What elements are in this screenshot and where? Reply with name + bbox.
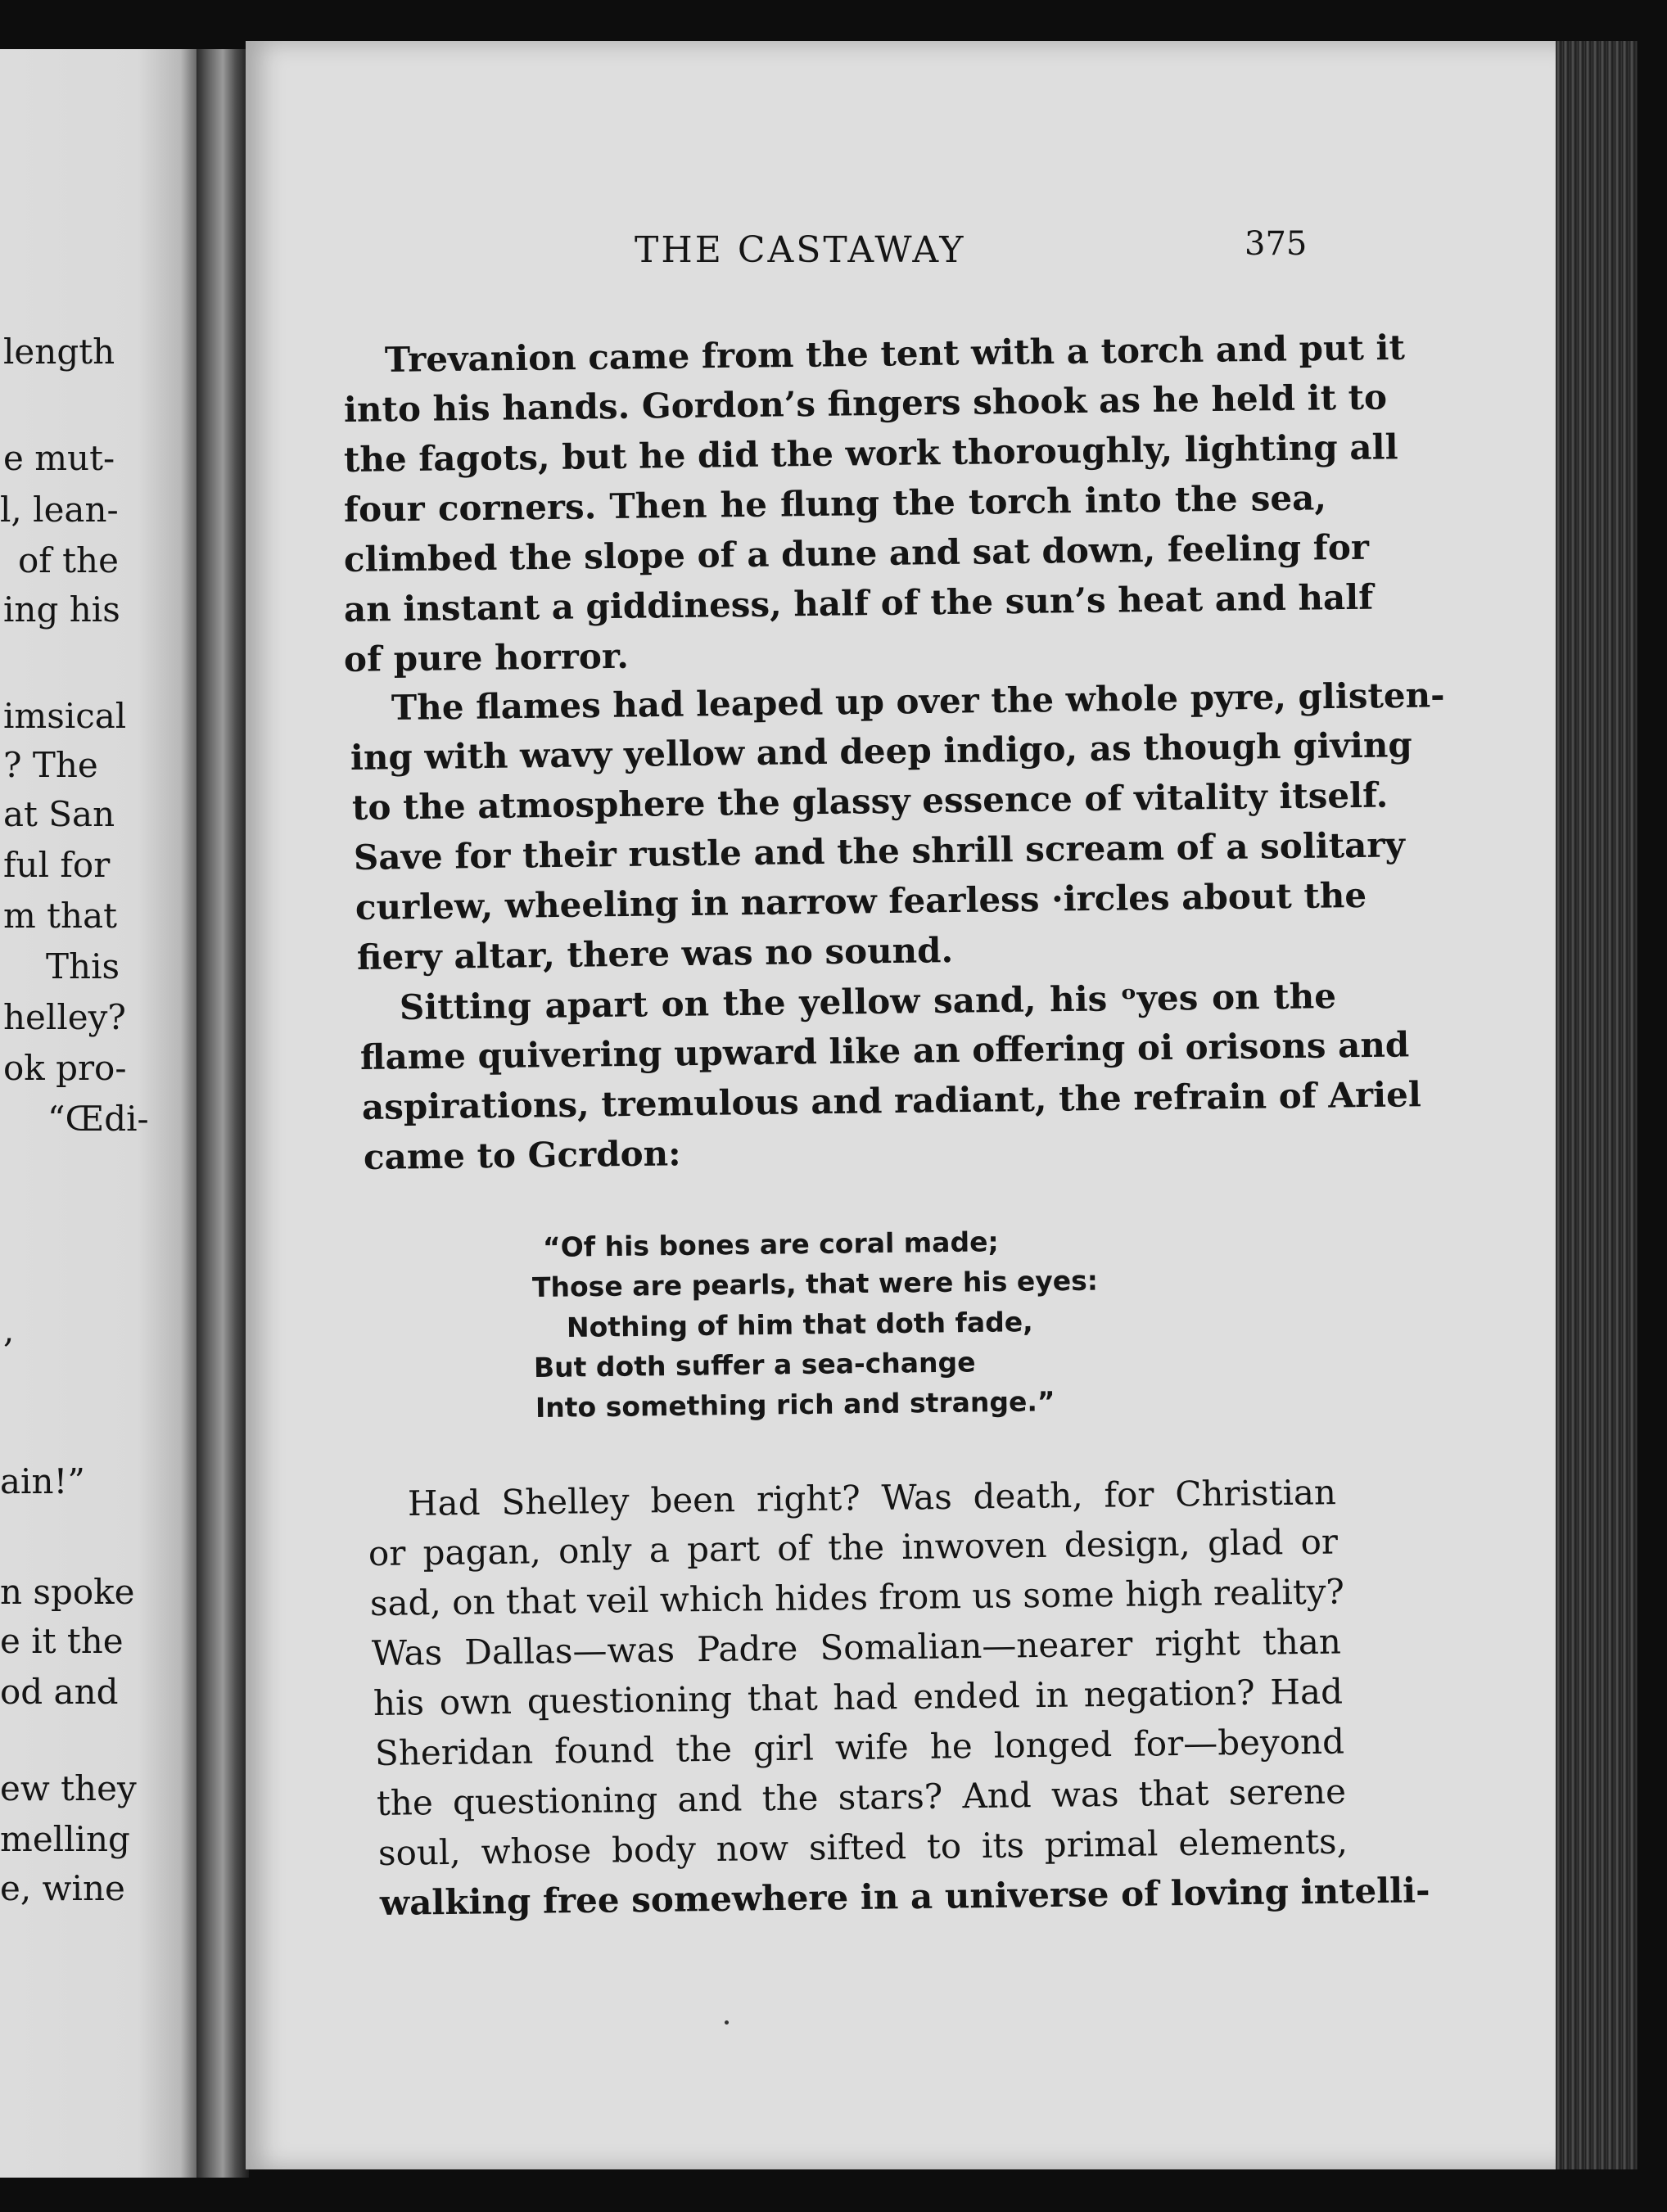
body-line: four corners. Then he flung the torch into the sea, xyxy=(343,477,1327,530)
body-line: Was Dallas—was Padre Somalian—nearer right than xyxy=(371,1621,1342,1673)
left-page-line: e it the xyxy=(0,1621,124,1661)
verse-line: Nothing of him that doth fade, xyxy=(566,1306,1033,1343)
left-page-line: e, wine xyxy=(0,1868,125,1908)
left-page-line: “Œdi- xyxy=(47,1099,149,1139)
left-page xyxy=(0,49,197,2178)
left-page-line: imsical xyxy=(3,696,127,736)
body-line: fiery altar, there was no sound. xyxy=(356,930,954,977)
left-page-line: l, lean- xyxy=(0,490,119,530)
verse-line: But doth suffer a sea-change xyxy=(533,1346,976,1384)
left-page-line: e mut- xyxy=(3,438,115,478)
left-page-line: This xyxy=(46,946,120,986)
body-line: ing with wavy yellow and deep indigo, as though giving xyxy=(350,725,1413,778)
left-page-line: melling xyxy=(0,1819,130,1859)
left-page-line: at San xyxy=(3,794,115,834)
body-line: the fagots, but he did the work thoroughly, lighting all xyxy=(343,427,1398,480)
body-line: curlew, wheeling in narrow fearless ·ircles about the xyxy=(355,874,1367,928)
body-line: came to Gcrdon: xyxy=(363,1133,681,1177)
left-page-line: ? The xyxy=(3,745,98,785)
page-fore-edge xyxy=(1556,41,1638,2169)
body-line: flame quivering upward like an offering oi orisons and xyxy=(359,1024,1410,1077)
body-line: Save for their rustle and the shrill scream of a solitary xyxy=(353,824,1406,878)
left-page-line: , xyxy=(3,1310,15,1350)
left-page-line: ing his xyxy=(3,589,120,630)
body-line: Sitting apart on the yellow sand, his ᵒyes on the xyxy=(399,976,1337,1027)
body-line: soul, whose body now sifted to its primal elements, xyxy=(377,1821,1349,1873)
verse-line: Those are pearls, that were his eyes: xyxy=(531,1264,1099,1303)
left-page-line: of the xyxy=(18,540,119,580)
left-page-line: length xyxy=(3,332,115,372)
body-line: sad, on that veil which hides from us some high reality? xyxy=(369,1571,1345,1623)
body-line: of pure horror. xyxy=(343,635,630,679)
body-line: or pagan, only a part of the inwoven design, glad or xyxy=(368,1521,1339,1573)
body-line: to the atmosphere the glassy essence of vitality itself. xyxy=(351,774,1389,828)
left-page-line: od and xyxy=(0,1672,119,1712)
body-line: into his hands. Gordon’s fingers shook as he held it to xyxy=(343,377,1388,430)
print-speck xyxy=(725,2020,729,2025)
left-page-line: m that xyxy=(3,896,118,936)
body-line: the questioning and the stars? And was that serene xyxy=(376,1771,1347,1823)
verse-line: “Of his bones are coral made; xyxy=(542,1226,999,1263)
body-line: an instant a giddiness, half of the sun’s heat and half xyxy=(343,576,1374,630)
left-page-line: n spoke xyxy=(0,1572,135,1612)
left-page-line: helley? xyxy=(3,997,126,1037)
body-line: Trevanion came from the tent with a torch and put it xyxy=(384,327,1406,380)
book-gutter xyxy=(197,49,249,2178)
body-line: walking free somewhere in a universe of loving intelli- xyxy=(379,1870,1430,1923)
body-line: his own questioning that had ended in negation? Had xyxy=(373,1671,1344,1723)
left-page-line: ful for xyxy=(3,845,111,885)
page-number: 375 xyxy=(1245,225,1308,263)
body-line: climbed the slope of a dune and sat down, feeling for xyxy=(343,526,1370,580)
body-line: aspirations, tremulous and radiant, the refrain of Ariel xyxy=(361,1074,1422,1127)
body-line: Had Shelley been right? Was death, for Christian xyxy=(407,1472,1337,1524)
body-line: The flames had leaped up over the whole pyre, glisten- xyxy=(391,675,1445,728)
body-line: Sheridan found the girl wife he longed for—beyond xyxy=(374,1721,1345,1773)
left-page-line: ok pro- xyxy=(3,1048,127,1088)
verse-line: Into something rich and strange.” xyxy=(535,1385,1055,1424)
running-head: THE CASTAWAY xyxy=(635,229,966,271)
left-page-line: ew they xyxy=(0,1768,137,1808)
left-page-line: ain!” xyxy=(0,1461,85,1501)
